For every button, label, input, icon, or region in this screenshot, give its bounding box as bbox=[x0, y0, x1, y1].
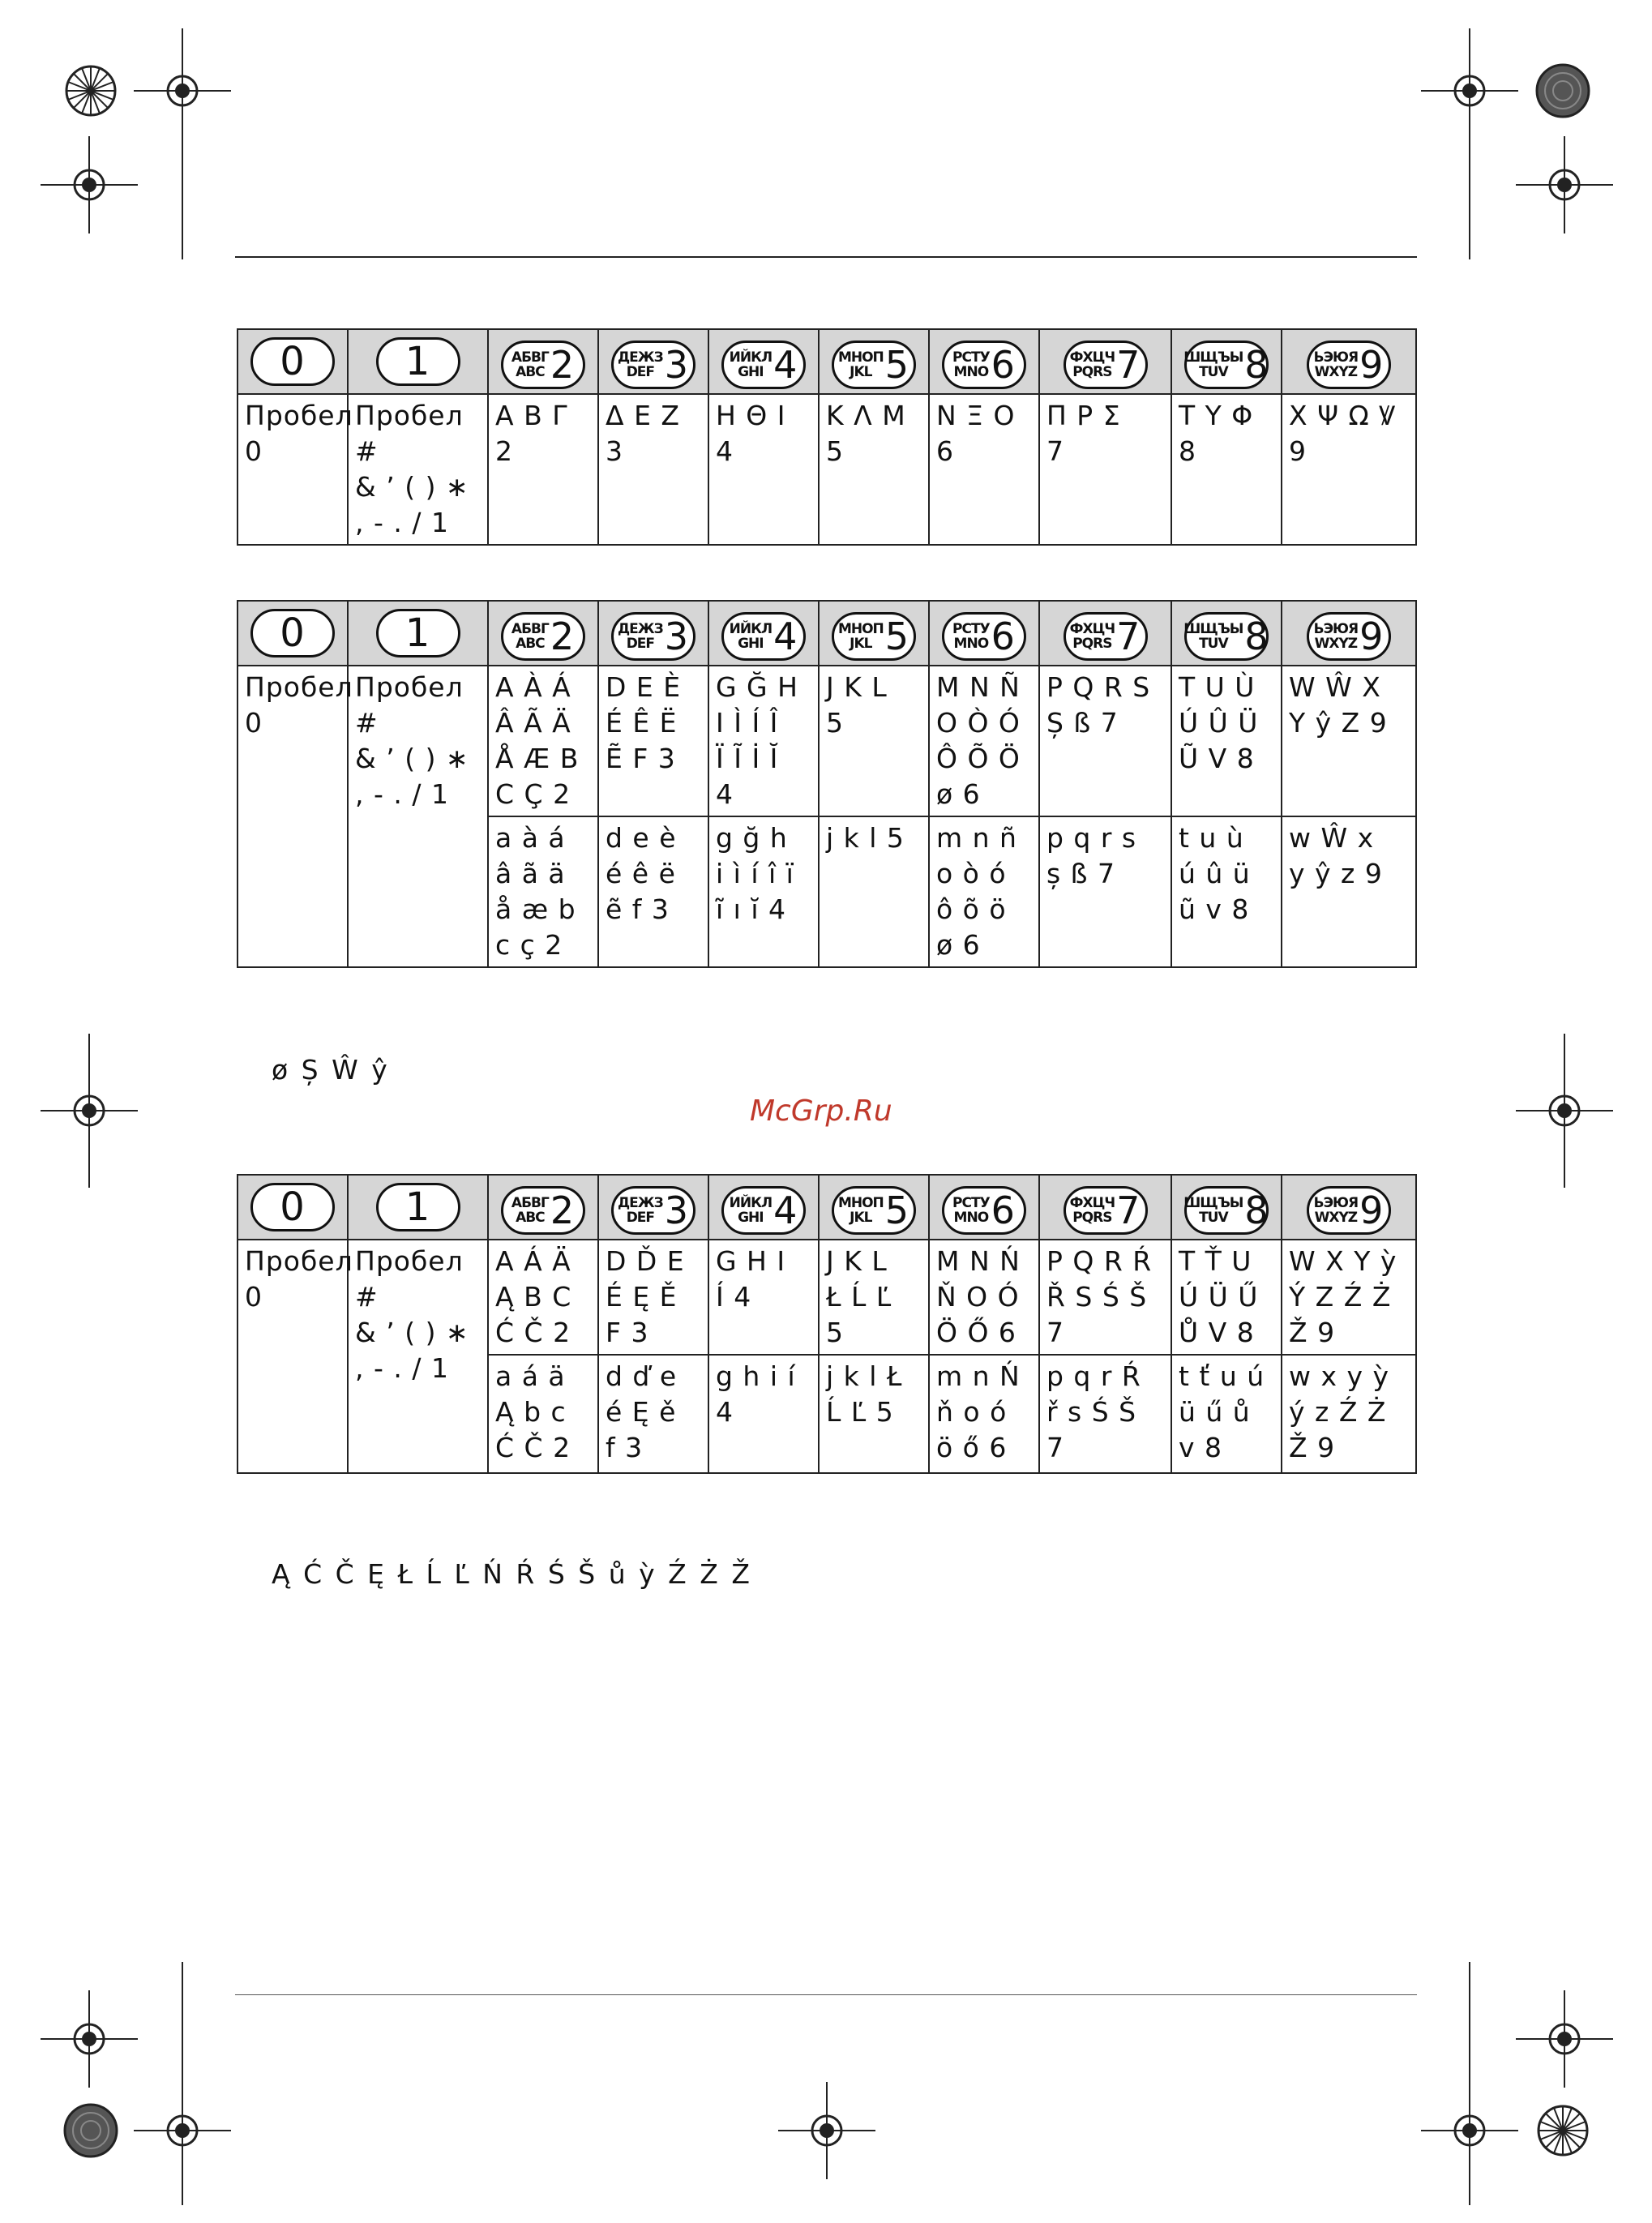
key-row bbox=[238, 1175, 1416, 1240]
table-cell: T Ť U Ú Ü Ű Ů V 8 bbox=[1171, 1240, 1282, 1355]
key-letters-bottom: GHI bbox=[738, 363, 764, 380]
key-letters-bottom: TUV bbox=[1199, 363, 1228, 380]
key-cell bbox=[1171, 1175, 1282, 1240]
key-letters-bottom: MNO bbox=[953, 363, 989, 380]
table-cell: t ť u ú ü ű ů v 8 bbox=[1171, 1355, 1282, 1473]
key-7-icon bbox=[1064, 1186, 1148, 1235]
key-digit: 1 bbox=[404, 610, 431, 656]
table-cell: W Ŵ X Y ŷ Z 9 bbox=[1282, 666, 1416, 816]
table-cell: p q r Ŕ ř s Ś Š 7 bbox=[1039, 1355, 1171, 1473]
key-3-icon bbox=[611, 612, 695, 661]
key-digit: 0 bbox=[280, 610, 306, 656]
key-cell bbox=[238, 601, 348, 666]
table-cell: J K L Ł Ĺ Ľ 5 bbox=[819, 1240, 929, 1355]
table-cell: M N Ñ O Ò Ó Ô Õ Ö ø 6 bbox=[929, 666, 1039, 816]
key-letters-bottom: GHI bbox=[738, 635, 764, 652]
key-letters-top: ФХЦЧ bbox=[1069, 1194, 1115, 1211]
table-cell: M N Ń Ň O Ó Ö Ő 6 bbox=[929, 1240, 1039, 1355]
key-0-icon bbox=[250, 337, 335, 386]
key-digit: 6 bbox=[991, 614, 1016, 658]
key-8-icon bbox=[1184, 1186, 1269, 1235]
table-cell: Пробел 0 bbox=[238, 666, 348, 967]
key-cell bbox=[238, 329, 348, 394]
special-chars-note-2: Ą Ć Č Ę Ł Ĺ Ľ Ń Ŕ Ś Š ů ỳ Ź Ż Ž bbox=[272, 1558, 752, 1590]
table-cell: D Ď E É Ę Ě F 3 bbox=[598, 1240, 708, 1355]
table-cell: j k l Ł Ĺ Ľ 5 bbox=[819, 1355, 929, 1473]
key-row bbox=[238, 601, 1416, 666]
key-9-icon bbox=[1307, 1186, 1391, 1235]
table-cell: G Ğ H I Ì Í Î Ï Ĩ İ Ĭ 4 bbox=[708, 666, 819, 816]
key-cell bbox=[348, 329, 488, 394]
special-chars-note: ø Ș Ŵ ŷ bbox=[272, 1054, 390, 1086]
table-cell: Пробел 0 bbox=[238, 394, 348, 545]
key-cell bbox=[488, 601, 598, 666]
key-letters-bottom: JKL bbox=[850, 363, 872, 380]
key-letters-top: АБВГ bbox=[511, 1194, 549, 1211]
key-letters-bottom: PQRS bbox=[1072, 363, 1112, 380]
key-digit: 8 bbox=[1244, 342, 1269, 387]
key-digit: 7 bbox=[1116, 342, 1141, 387]
key-letters-top: ЬЭЮЯ bbox=[1313, 349, 1359, 366]
key-digit: 1 bbox=[404, 339, 431, 384]
table-cell: p q r s ș ß 7 bbox=[1039, 816, 1171, 967]
key-cell bbox=[708, 329, 819, 394]
key-digit: 5 bbox=[884, 614, 910, 658]
key-letters-bottom: ABC bbox=[516, 363, 545, 380]
key-3-icon bbox=[611, 1186, 695, 1235]
table-cell: w Ŵ x y ŷ z 9 bbox=[1282, 816, 1416, 967]
key-cell bbox=[598, 329, 708, 394]
key-5-icon bbox=[832, 612, 916, 661]
key-letters-top: МНОП bbox=[837, 349, 884, 366]
table-cell: Α Β Γ 2 bbox=[488, 394, 598, 545]
header-rule bbox=[235, 256, 1417, 258]
key-digit: 3 bbox=[664, 1188, 689, 1232]
key-cell bbox=[1282, 329, 1416, 394]
key-6-icon bbox=[942, 1186, 1026, 1235]
key-letters-bottom: MNO bbox=[953, 635, 989, 652]
key-letters-top: ИЙКЛ bbox=[729, 1194, 773, 1211]
key-cell bbox=[488, 1175, 598, 1240]
table-cell: Η Θ Ι 4 bbox=[708, 394, 819, 545]
key-8-icon bbox=[1184, 612, 1269, 661]
key-4-icon bbox=[721, 341, 806, 389]
table-cell: w x y ỳ ý z Ź Ż Ž 9 bbox=[1282, 1355, 1416, 1473]
key-cell bbox=[708, 601, 819, 666]
table-cell: A Á Ä Ą B C Ć Č 2 bbox=[488, 1240, 598, 1355]
key-2-icon bbox=[501, 341, 585, 389]
key-cell bbox=[929, 329, 1039, 394]
key-letters-top: ДЕЖЗ bbox=[618, 349, 663, 366]
table-cell: g h i í 4 bbox=[708, 1355, 819, 1473]
table-cell: Пробел 0 bbox=[238, 1240, 348, 1473]
table-cell: m n ñ o ò ó ô õ ö ø 6 bbox=[929, 816, 1039, 967]
key-5-icon bbox=[832, 341, 916, 389]
table-cell: a à á â ã ä å æ b c ç 2 bbox=[488, 816, 598, 967]
key-4-icon bbox=[721, 612, 806, 661]
key-0-icon bbox=[250, 1183, 335, 1231]
character-table-central-european bbox=[237, 1174, 1417, 1474]
key-digit: 4 bbox=[773, 1188, 798, 1232]
key-letters-top: ДЕЖЗ bbox=[618, 620, 663, 637]
table-cell: P Q R S Ș ß 7 bbox=[1039, 666, 1171, 816]
key-letters-top: ЬЭЮЯ bbox=[1313, 620, 1359, 637]
key-digit: 0 bbox=[280, 1184, 306, 1230]
key-cell bbox=[819, 601, 929, 666]
key-letters-bottom: DEF bbox=[626, 635, 655, 652]
key-cell bbox=[348, 601, 488, 666]
key-letters-bottom: PQRS bbox=[1072, 1209, 1112, 1226]
footer-rule bbox=[235, 1994, 1417, 1995]
key-7-icon bbox=[1064, 612, 1148, 661]
key-digit: 5 bbox=[884, 1188, 910, 1232]
key-letters-top: ИЙКЛ bbox=[729, 349, 773, 366]
key-letters-bottom: GHI bbox=[738, 1209, 764, 1226]
key-digit: 3 bbox=[664, 342, 689, 387]
key-letters-top: РСТУ bbox=[952, 620, 990, 637]
table-cell: t u ù ú û ü ũ v 8 bbox=[1171, 816, 1282, 967]
table-cell: Пробел # & ’ ( ) ∗ , - . / 1 bbox=[348, 1240, 488, 1473]
key-letters-top: МНОП bbox=[837, 1194, 884, 1211]
key-digit: 3 bbox=[664, 614, 689, 658]
table-cell: a á ä Ą b c Ć Č 2 bbox=[488, 1355, 598, 1473]
key-6-icon bbox=[942, 612, 1026, 661]
table-row-upper bbox=[238, 1240, 1416, 1355]
key-digit: 8 bbox=[1244, 614, 1269, 658]
key-digit: 4 bbox=[773, 614, 798, 658]
key-letters-top: АБВГ bbox=[511, 620, 549, 637]
key-2-icon bbox=[501, 1186, 585, 1235]
key-letters-top: ФХЦЧ bbox=[1069, 620, 1115, 637]
key-4-icon bbox=[721, 1186, 806, 1235]
key-digit: 9 bbox=[1359, 614, 1385, 658]
key-9-icon bbox=[1307, 612, 1391, 661]
key-digit: 2 bbox=[550, 342, 576, 387]
key-digit: 9 bbox=[1359, 342, 1385, 387]
key-digit: 2 bbox=[550, 614, 576, 658]
key-digit: 1 bbox=[404, 1184, 431, 1230]
key-letters-bottom: MNO bbox=[953, 1209, 989, 1226]
table-row-upper bbox=[238, 666, 1416, 816]
key-cell bbox=[1039, 601, 1171, 666]
key-cell bbox=[488, 329, 598, 394]
key-letters-top: ШЩЪЫ bbox=[1183, 349, 1243, 366]
table-cell: Π Ρ Σ 7 bbox=[1039, 394, 1171, 545]
key-letters-bottom: WXYZ bbox=[1314, 1209, 1358, 1226]
key-letters-top: ДЕЖЗ bbox=[618, 1194, 663, 1211]
key-letters-bottom: PQRS bbox=[1072, 635, 1112, 652]
table-cell: P Q R Ŕ Ř S Ś Š 7 bbox=[1039, 1240, 1171, 1355]
table-cell: Κ Λ Μ 5 bbox=[819, 394, 929, 545]
watermark: McGrp.Ru bbox=[750, 1094, 892, 1128]
key-cell bbox=[819, 1175, 929, 1240]
key-cell bbox=[929, 601, 1039, 666]
key-8-icon bbox=[1184, 341, 1269, 389]
key-digit: 0 bbox=[280, 339, 306, 384]
key-letters-top: МНОП bbox=[837, 620, 884, 637]
key-3-icon bbox=[611, 341, 695, 389]
table-cell: Пробел # & ’ ( ) ∗ , - . / 1 bbox=[348, 666, 488, 967]
table-cell: D E È É Ê Ë Ẽ F 3 bbox=[598, 666, 708, 816]
key-cell bbox=[238, 1175, 348, 1240]
key-letters-top: ШЩЪЫ bbox=[1183, 620, 1243, 637]
key-cell bbox=[1039, 1175, 1171, 1240]
key-digit: 9 bbox=[1359, 1188, 1385, 1232]
table-cell: Δ Ε Ζ 3 bbox=[598, 394, 708, 545]
table-row bbox=[238, 394, 1416, 545]
character-table-greek bbox=[237, 328, 1417, 546]
table-cell: Χ Ψ Ω Ꝟ 9 bbox=[1282, 394, 1416, 545]
key-letters-bottom: WXYZ bbox=[1314, 635, 1358, 652]
key-letters-bottom: JKL bbox=[850, 1209, 872, 1226]
key-cell bbox=[1171, 601, 1282, 666]
key-0-icon bbox=[250, 609, 335, 657]
key-letters-top: АБВГ bbox=[511, 349, 549, 366]
key-5-icon bbox=[832, 1186, 916, 1235]
key-row bbox=[238, 329, 1416, 394]
key-cell bbox=[1171, 329, 1282, 394]
key-1-icon bbox=[376, 337, 460, 386]
key-letters-top: ФХЦЧ bbox=[1069, 349, 1115, 366]
key-cell bbox=[819, 329, 929, 394]
key-7-icon bbox=[1064, 341, 1148, 389]
table-cell: J K L 5 bbox=[819, 666, 929, 816]
key-letters-bottom: DEF bbox=[626, 363, 655, 380]
key-letters-top: ЬЭЮЯ bbox=[1313, 1194, 1359, 1211]
key-letters-bottom: TUV bbox=[1199, 635, 1228, 652]
key-2-icon bbox=[501, 612, 585, 661]
table-cell: G H I Í 4 bbox=[708, 1240, 819, 1355]
table-cell: Ν Ξ Ο 6 bbox=[929, 394, 1039, 545]
key-letters-top: РСТУ bbox=[952, 1194, 990, 1211]
key-cell bbox=[1039, 329, 1171, 394]
table-cell: m n Ń ň o ó ö ő 6 bbox=[929, 1355, 1039, 1473]
key-digit: 7 bbox=[1116, 1188, 1141, 1232]
table-cell: A À Á Â Ã Ä Å Æ B C Ç 2 bbox=[488, 666, 598, 816]
table-cell: d ď e é Ę ě f 3 bbox=[598, 1355, 708, 1473]
key-cell bbox=[708, 1175, 819, 1240]
table-cell: T U Ù Ú Û Ü Ũ V 8 bbox=[1171, 666, 1282, 816]
key-digit: 6 bbox=[991, 342, 1016, 387]
key-letters-top: ШЩЪЫ bbox=[1183, 1194, 1243, 1211]
key-1-icon bbox=[376, 1183, 460, 1231]
key-9-icon bbox=[1307, 341, 1391, 389]
key-letters-bottom: WXYZ bbox=[1314, 363, 1358, 380]
key-letters-top: ИЙКЛ bbox=[729, 620, 773, 637]
table-cell: d e è é ê ë ẽ f 3 bbox=[598, 816, 708, 967]
key-letters-bottom: TUV bbox=[1199, 1209, 1228, 1226]
table-cell: Τ Υ Φ 8 bbox=[1171, 394, 1282, 545]
key-letters-top: РСТУ bbox=[952, 349, 990, 366]
key-cell bbox=[929, 1175, 1039, 1240]
key-letters-bottom: ABC bbox=[516, 1209, 545, 1226]
key-cell bbox=[598, 601, 708, 666]
key-digit: 4 bbox=[773, 342, 798, 387]
table-cell: W X Y ỳ Ý Z Ź Ż Ž 9 bbox=[1282, 1240, 1416, 1355]
table-cell: Пробел # & ’ ( ) ∗ , - . / 1 bbox=[348, 394, 488, 545]
table-cell: g ğ h i ì í î ï ĩ ı ĭ 4 bbox=[708, 816, 819, 967]
key-1-icon bbox=[376, 609, 460, 657]
key-letters-bottom: JKL bbox=[850, 635, 872, 652]
key-6-icon bbox=[942, 341, 1026, 389]
key-digit: 8 bbox=[1244, 1188, 1269, 1232]
table-cell: j k l 5 bbox=[819, 816, 929, 967]
key-digit: 2 bbox=[550, 1188, 576, 1232]
key-cell bbox=[598, 1175, 708, 1240]
key-letters-bottom: ABC bbox=[516, 635, 545, 652]
key-digit: 6 bbox=[991, 1188, 1016, 1232]
key-cell bbox=[1282, 1175, 1416, 1240]
character-table-latin-extended bbox=[237, 600, 1417, 968]
key-cell bbox=[1282, 601, 1416, 666]
key-digit: 5 bbox=[884, 342, 910, 387]
key-cell bbox=[348, 1175, 488, 1240]
key-letters-bottom: DEF bbox=[626, 1209, 655, 1226]
key-digit: 7 bbox=[1116, 614, 1141, 658]
